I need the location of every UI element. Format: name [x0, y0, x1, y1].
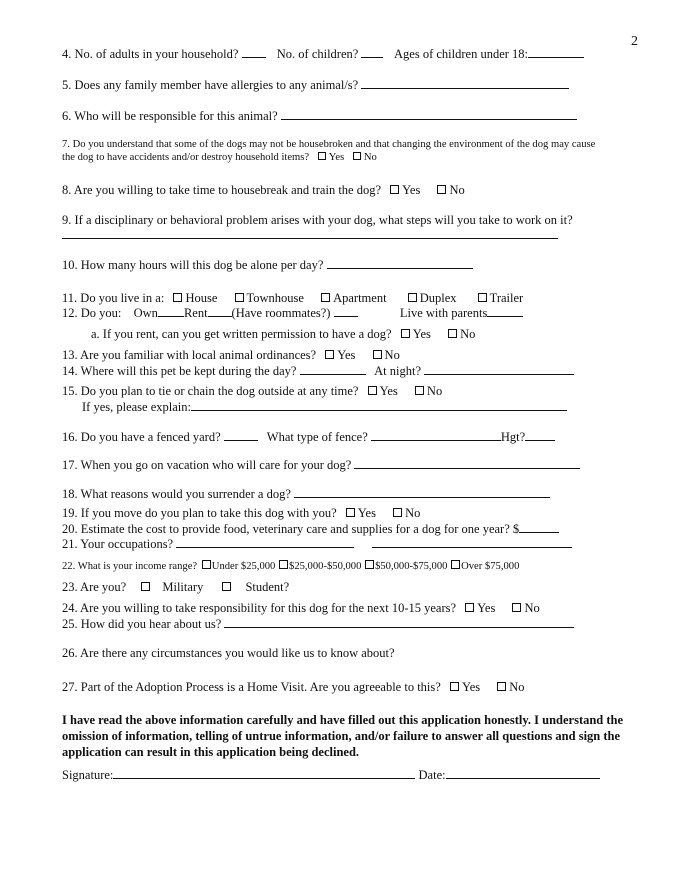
q20-field[interactable] — [519, 522, 559, 533]
q8-yes-checkbox[interactable] — [390, 185, 399, 194]
q27-no-checkbox[interactable] — [497, 682, 506, 691]
question-6 — [62, 109, 577, 123]
q16-type-label: What type of fence? — [266, 430, 368, 444]
q24-no-label: No — [524, 601, 540, 615]
q7-no-checkbox[interactable] — [353, 152, 361, 160]
q15-label: 15. Do you plan to tie or chain the dog outside at any time? — [62, 384, 359, 398]
q10-label: 10. How many hours will this dog be alone per day? — [62, 258, 324, 272]
q15-yes-checkbox[interactable] — [368, 386, 377, 395]
q4-adults-field[interactable] — [242, 47, 266, 58]
q4-adults-label: 4. No. of adults in your household? — [62, 47, 239, 61]
q16-label: 16. Do you have a fenced yard? — [62, 430, 221, 444]
q12a-no-checkbox[interactable] — [448, 329, 457, 338]
q24-no-checkbox[interactable] — [512, 603, 521, 612]
question-16 — [62, 430, 555, 444]
q12a-label: a. If you rent, can you get written permission to have a dog? — [91, 327, 392, 341]
q5-label: 5. Does any family member have allergies to any animal/s? — [62, 78, 359, 92]
q13-yes-label: Yes — [337, 348, 356, 362]
q19-label: 19. If you move do you plan to take this dog with you? — [62, 506, 337, 520]
q14-day-field[interactable] — [300, 364, 366, 375]
question-10 — [62, 258, 473, 272]
q11-apartment-label: Apartment — [333, 291, 387, 305]
q11-apartment-checkbox[interactable] — [321, 293, 330, 302]
question-21 — [62, 537, 572, 551]
q15-no-checkbox[interactable] — [415, 386, 424, 395]
q6-label: 6. Who will be responsible for this animal? — [62, 109, 278, 123]
signature-row — [62, 768, 600, 782]
q24-label: 24. Are you willing to take responsibility for this dog for the next 10-15 years? — [62, 601, 457, 615]
question-14 — [62, 364, 574, 378]
q12-parents-label: Live with parents — [399, 306, 488, 320]
q12-own-label: Own — [133, 306, 158, 320]
q14-label: 14. Where will this pet be kept during the day? — [62, 364, 297, 378]
question-23 — [62, 580, 289, 594]
q12-roommates-field[interactable] — [334, 306, 358, 317]
q22-50k-75k-label: $50,000-$75,000 — [375, 561, 448, 572]
q22-50k-75k-checkbox[interactable] — [365, 560, 374, 569]
q11-house-label: House — [185, 291, 218, 305]
question-22 — [62, 560, 519, 574]
question-12 — [62, 306, 523, 320]
q12-rent-label: Rent — [183, 306, 208, 320]
q11-townhouse-label: Townhouse — [246, 291, 304, 305]
q14-night-field[interactable] — [424, 364, 574, 375]
q7-yes-label: Yes — [328, 152, 345, 163]
q13-label: 13. Are you familiar with local animal ordinances? — [62, 348, 317, 362]
q10-field[interactable] — [327, 258, 473, 269]
question-15-explain — [82, 400, 567, 414]
q21-label: 21. Your occupations? — [62, 537, 174, 551]
question-27 — [62, 680, 525, 694]
question-15 — [62, 384, 442, 398]
q25-label: 25. How did you hear about us? — [62, 617, 222, 631]
page-number: 2 — [631, 34, 638, 49]
q7-no-label: No — [363, 152, 377, 163]
q22-over-75k-checkbox[interactable] — [451, 560, 460, 569]
question-5 — [62, 78, 569, 92]
q12a-yes-label: Yes — [412, 327, 431, 341]
q27-yes-checkbox[interactable] — [450, 682, 459, 691]
q14-night-label: At night? — [374, 364, 421, 378]
q11-duplex-checkbox[interactable] — [408, 293, 417, 302]
q12-rent-field[interactable] — [208, 306, 232, 317]
certification-statement: I have read the above information carefully and have filled out this application honestly. I understand the omission of information, telling of untrue information, and/or failure to answer all questions and sign the application can result in this application being declined. — [62, 713, 624, 759]
q8-label: 8. Are you willing to take time to housebreak and train the dog? — [62, 183, 382, 197]
q9-answer-line[interactable] — [62, 238, 558, 239]
q6-field[interactable] — [281, 109, 577, 120]
question-17 — [62, 458, 580, 472]
q8-no-label: No — [449, 183, 465, 197]
q22-under-25k-label: Under $25,000 — [211, 561, 276, 572]
q12a-yes-checkbox[interactable] — [401, 329, 410, 338]
q8-yes-label: Yes — [402, 183, 421, 197]
q4-children-field[interactable] — [361, 47, 383, 58]
question-20 — [62, 522, 559, 536]
q16-type-field[interactable] — [371, 430, 501, 441]
q15-explain-label: If yes, please explain: — [82, 400, 191, 414]
q19-no-label: No — [405, 506, 421, 520]
q24-yes-label: Yes — [477, 601, 496, 615]
q13-no-label: No — [384, 348, 400, 362]
q11-duplex-label: Duplex — [419, 291, 457, 305]
q23-military-label: Military — [162, 580, 204, 594]
question-25 — [62, 617, 574, 631]
signature-label: Signature: — [62, 768, 114, 782]
q18-field[interactable] — [294, 487, 550, 498]
q7-yes-checkbox[interactable] — [318, 152, 326, 160]
question-13 — [62, 348, 400, 362]
question-11 — [62, 291, 523, 305]
q13-no-checkbox[interactable] — [373, 350, 382, 359]
q12a-no-label: No — [460, 327, 476, 341]
q25-field[interactable] — [224, 617, 574, 628]
question-12a — [91, 327, 475, 341]
q19-no-checkbox[interactable] — [393, 508, 402, 517]
q24-yes-checkbox[interactable] — [465, 603, 474, 612]
q11-label: 11. Do you live in a: — [62, 291, 165, 305]
q16-hgt-label: Hgt? — [500, 430, 526, 444]
q4-ages-field[interactable] — [528, 47, 584, 58]
q15-no-label: No — [426, 384, 443, 398]
q19-yes-checkbox[interactable] — [346, 508, 355, 517]
question-24 — [62, 601, 540, 615]
q12-parents-field[interactable] — [487, 306, 523, 317]
q4-ages-label: Ages of children under 18: — [394, 47, 529, 61]
date-label: Date: — [418, 768, 446, 782]
q22-25k-50k-label: $25,000-$50,000 — [289, 561, 362, 572]
q22-under-25k-checkbox[interactable] — [202, 560, 211, 569]
question-7-line2 — [62, 151, 377, 165]
q17-field[interactable] — [354, 458, 580, 469]
q23-military-checkbox[interactable] — [141, 582, 150, 591]
question-7-line1: 7. Do you understand that some of the dogs may not be housebroken and that changing the environment of the dog may cause — [62, 139, 596, 150]
q8-no-checkbox[interactable] — [437, 185, 446, 194]
question-8 — [62, 183, 465, 197]
q15-yes-label: Yes — [379, 384, 398, 398]
q15-explain-field[interactable] — [191, 400, 567, 411]
q21-field-1[interactable] — [176, 537, 354, 548]
q22-label: 22. What is your income range? — [62, 561, 198, 572]
q27-yes-label: Yes — [461, 680, 481, 694]
q17-label: 17. When you go on vacation who will care for your dog? — [62, 458, 352, 472]
q27-label: 27. Part of the Adoption Process is a Home Visit. Are you agreeable to this? — [62, 680, 441, 694]
question-4 — [62, 47, 584, 61]
q4-children-label: No. of children? — [276, 47, 359, 61]
q27-no-label: No — [509, 680, 525, 694]
date-field[interactable] — [446, 768, 600, 779]
signature-field[interactable] — [113, 768, 415, 779]
q18-label: 18. What reasons would you surrender a dog? — [62, 487, 291, 501]
q13-yes-checkbox[interactable] — [325, 350, 334, 359]
q11-trailer-label: Trailer — [489, 291, 524, 305]
q22-25k-50k-checkbox[interactable] — [279, 560, 288, 569]
question-9: 9. If a disciplinary or behavioral problem arises with your dog, what steps will you take to work on it? — [62, 213, 573, 227]
q16-hgt-field[interactable] — [525, 430, 555, 441]
q11-trailer-checkbox[interactable] — [478, 293, 487, 302]
q16-fenced-field[interactable] — [224, 430, 258, 441]
q19-yes-label: Yes — [357, 506, 376, 520]
q23-student-label: Student? — [245, 580, 290, 594]
q20-label: 20. Estimate the cost to provide food, veterinary care and supplies for a dog for one year? $ — [62, 522, 520, 536]
q12-own-field[interactable] — [158, 306, 184, 317]
question-26: 26. Are there any circumstances you would like us to know about? — [62, 646, 395, 660]
q11-house-checkbox[interactable] — [173, 293, 182, 302]
question-18 — [62, 487, 550, 501]
q12-label: 12. Do you: — [62, 306, 122, 320]
q7-label: the dog to have accidents and/or destroy household items? — [62, 152, 310, 163]
question-19 — [62, 506, 420, 520]
q22-over-75k-label: Over $75,000 — [461, 561, 520, 572]
q5-field[interactable] — [361, 78, 569, 89]
q12-roommates-label: (Have roommates?) — [231, 306, 331, 320]
q21-field-2[interactable] — [372, 537, 572, 548]
q23-label: 23. Are you? — [62, 580, 127, 594]
q23-student-checkbox[interactable] — [222, 582, 231, 591]
q11-townhouse-checkbox[interactable] — [235, 293, 244, 302]
